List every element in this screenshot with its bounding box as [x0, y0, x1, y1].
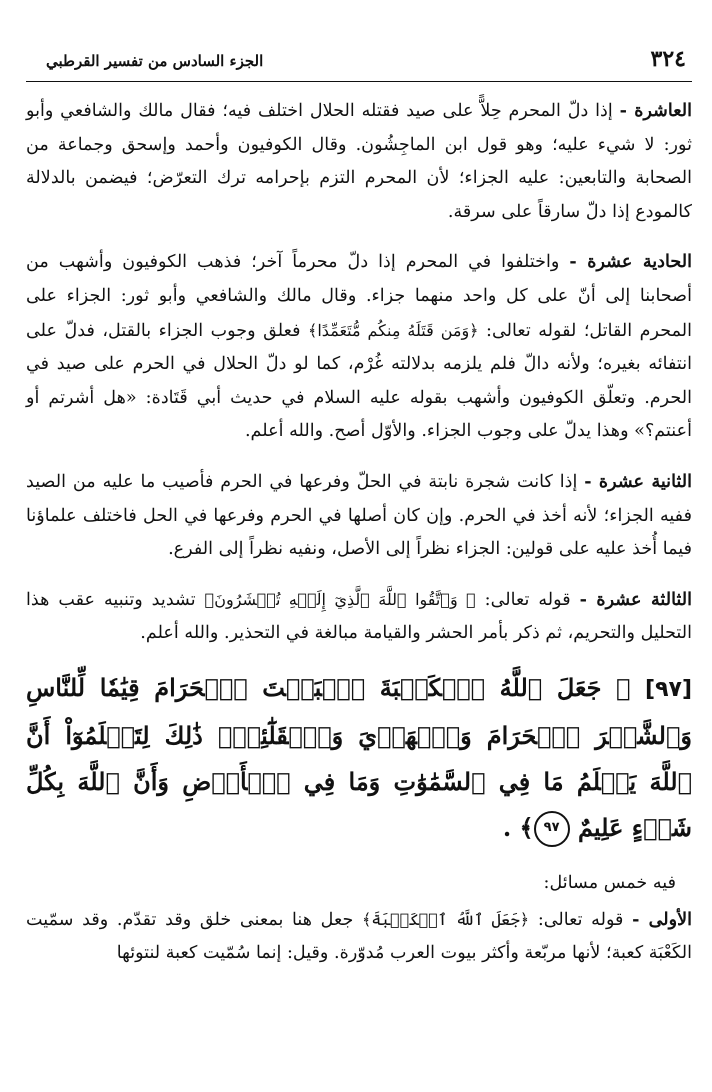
quran-quote: ﴿وَمَن قَتَلَهُ مِنكُم مُّتَعَمِّدًا﴾ [307, 320, 479, 340]
paragraph-text: واختلفوا في المحرم إذا دلّ محرماً آخر؛ فذهب الكوفيون وأشهب من أصحابنا إلى أنّ على كل واحد منهما جزاء. وقال مالك والشافعي وأبو ثور: الجزاء على المحرم القاتل؛ لقوله تعالى: [26, 252, 692, 341]
ayah-end-marker-icon: ٩٧ [534, 811, 570, 847]
quran-quote: ﴿ وَٱتَّقُوا ٱللَّهَ ٱلَّذِيٓ إِلَيۡهِ تُحۡشَرُونَ﴾ [204, 589, 476, 609]
paragraph-issue-10 [26, 94, 692, 229]
paragraph-text: قوله تعالى: [529, 909, 633, 930]
paragraph-issue-12 [26, 465, 692, 567]
paragraph-issue-11 [26, 245, 692, 449]
page-header [26, 46, 692, 82]
issue-label: العاشرة - [619, 100, 692, 121]
page-number: ٣٢٤ [650, 46, 686, 72]
paragraph-text: قوله تعالى: [475, 589, 580, 610]
page [26, 46, 692, 971]
paragraph-text: إذا كانت شجرة نابتة في الحلّ وفرعها في الحرم فأصيب ما عليه من الصيد ففيه الجزاء؛ لأنه أخذ في الحرم. وإن كان أصلها في الحرم وفرعها في الحل فاختلف علماؤنا فيما أُخذ عليه على قولين: الجزاء نظراً إلى الأصل، ونفيه نظراً إلى الفرع. [26, 471, 692, 560]
paragraph-text: تشديد وتنبيه عقب هذا التحليل والتحريم، ثم ذكر بأمر الحشر والقيامة مبالغة في التحذير. والله أعلم. [26, 589, 692, 644]
verse-closing: ﴾ . [502, 812, 534, 842]
quran-verse-block [26, 665, 692, 851]
paragraph-text: جعل هنا بمعنى خلق وقد تقدّم. وقد سمّيت الكَعْبَة كعبة؛ لأنها مربّعة وأكثر بيوت العرب مُدوّرة. وقيل: إنما سُمّيت كعبة لنتوئها [26, 909, 692, 964]
issue-label: الثالثة عشرة - [579, 588, 692, 610]
verse-text: ﴿ جَعَلَ ٱللَّهُ ٱلۡكَعۡبَةَ ٱلۡبَيۡتَ ٱلۡحَرَامَ قِيَٰمٗا لِّلنَّاسِ وَٱلشَّهۡرَ ٱلۡحَرَامَ وَٱلۡهَدۡيَ وَٱلۡقَلَٰٓئِدَۚ ذَٰلِكَ لِتَعۡلَمُوٓاْ أَنَّ ٱللَّهَ يَعۡلَمُ مَا فِي ٱلسَّمَٰوَٰتِ وَمَا فِي ٱلۡأَرۡضِ وَأَنَّ ٱللَّهَ بِكُلِّ شَيۡءٍ عَلِيمٌ [26, 672, 692, 842]
section-intro: فيه خمس مسائل: [543, 872, 676, 893]
paragraph-text: فعلق وجوب الجزاء بالقتل، فدلّ على انتفائه بغيره؛ ولأنه دالّ فلم يلزمه بدلالته غُرْم، كما لو دلّ الحلال في الحرم على صيد في الحرم. وتعلّق الكوفيون وأشهب بقوله عليه السلام في حديث أبي قَتَادة: «هل أشرتم أو أعنتم؟» وهذا يدلّ على وجوب الجزاء. والأوّل أصح. والله أعلم. [26, 320, 692, 442]
paragraph-issue-13 [26, 583, 692, 651]
issue-label: الثانية عشرة - [584, 470, 692, 492]
paragraph-text: إذا دلّ المحرم حِلاًّ على صيد فقتله الحلال اختلف فيه؛ فقال مالك والشافعي وأبو ثور: لا شيء عليه؛ وهو قول ابن الماجِشُون. وقال الكوفيون وأحمد وإسحق وجماعة من الصحابة والتابعين: عليه الجزاء؛ لأن المحرم التزم بإحرامه ترك التعرّض؛ فيضمن بالدلالة كالمودع إذا دلّ سارقاً على سرقة. [26, 101, 692, 222]
quran-quote: ﴿جَعَلَ ٱللَّهُ ٱلۡكَعۡبَةَ﴾ [361, 909, 530, 929]
paragraph-issue-1 [26, 903, 692, 971]
issue-label: الحادية عشرة - [569, 251, 692, 273]
running-title: الجزء السادس من تفسير القرطبي [46, 52, 264, 70]
verse-number: [٩٧] [645, 676, 692, 702]
issue-label: الأولى - [632, 908, 693, 930]
